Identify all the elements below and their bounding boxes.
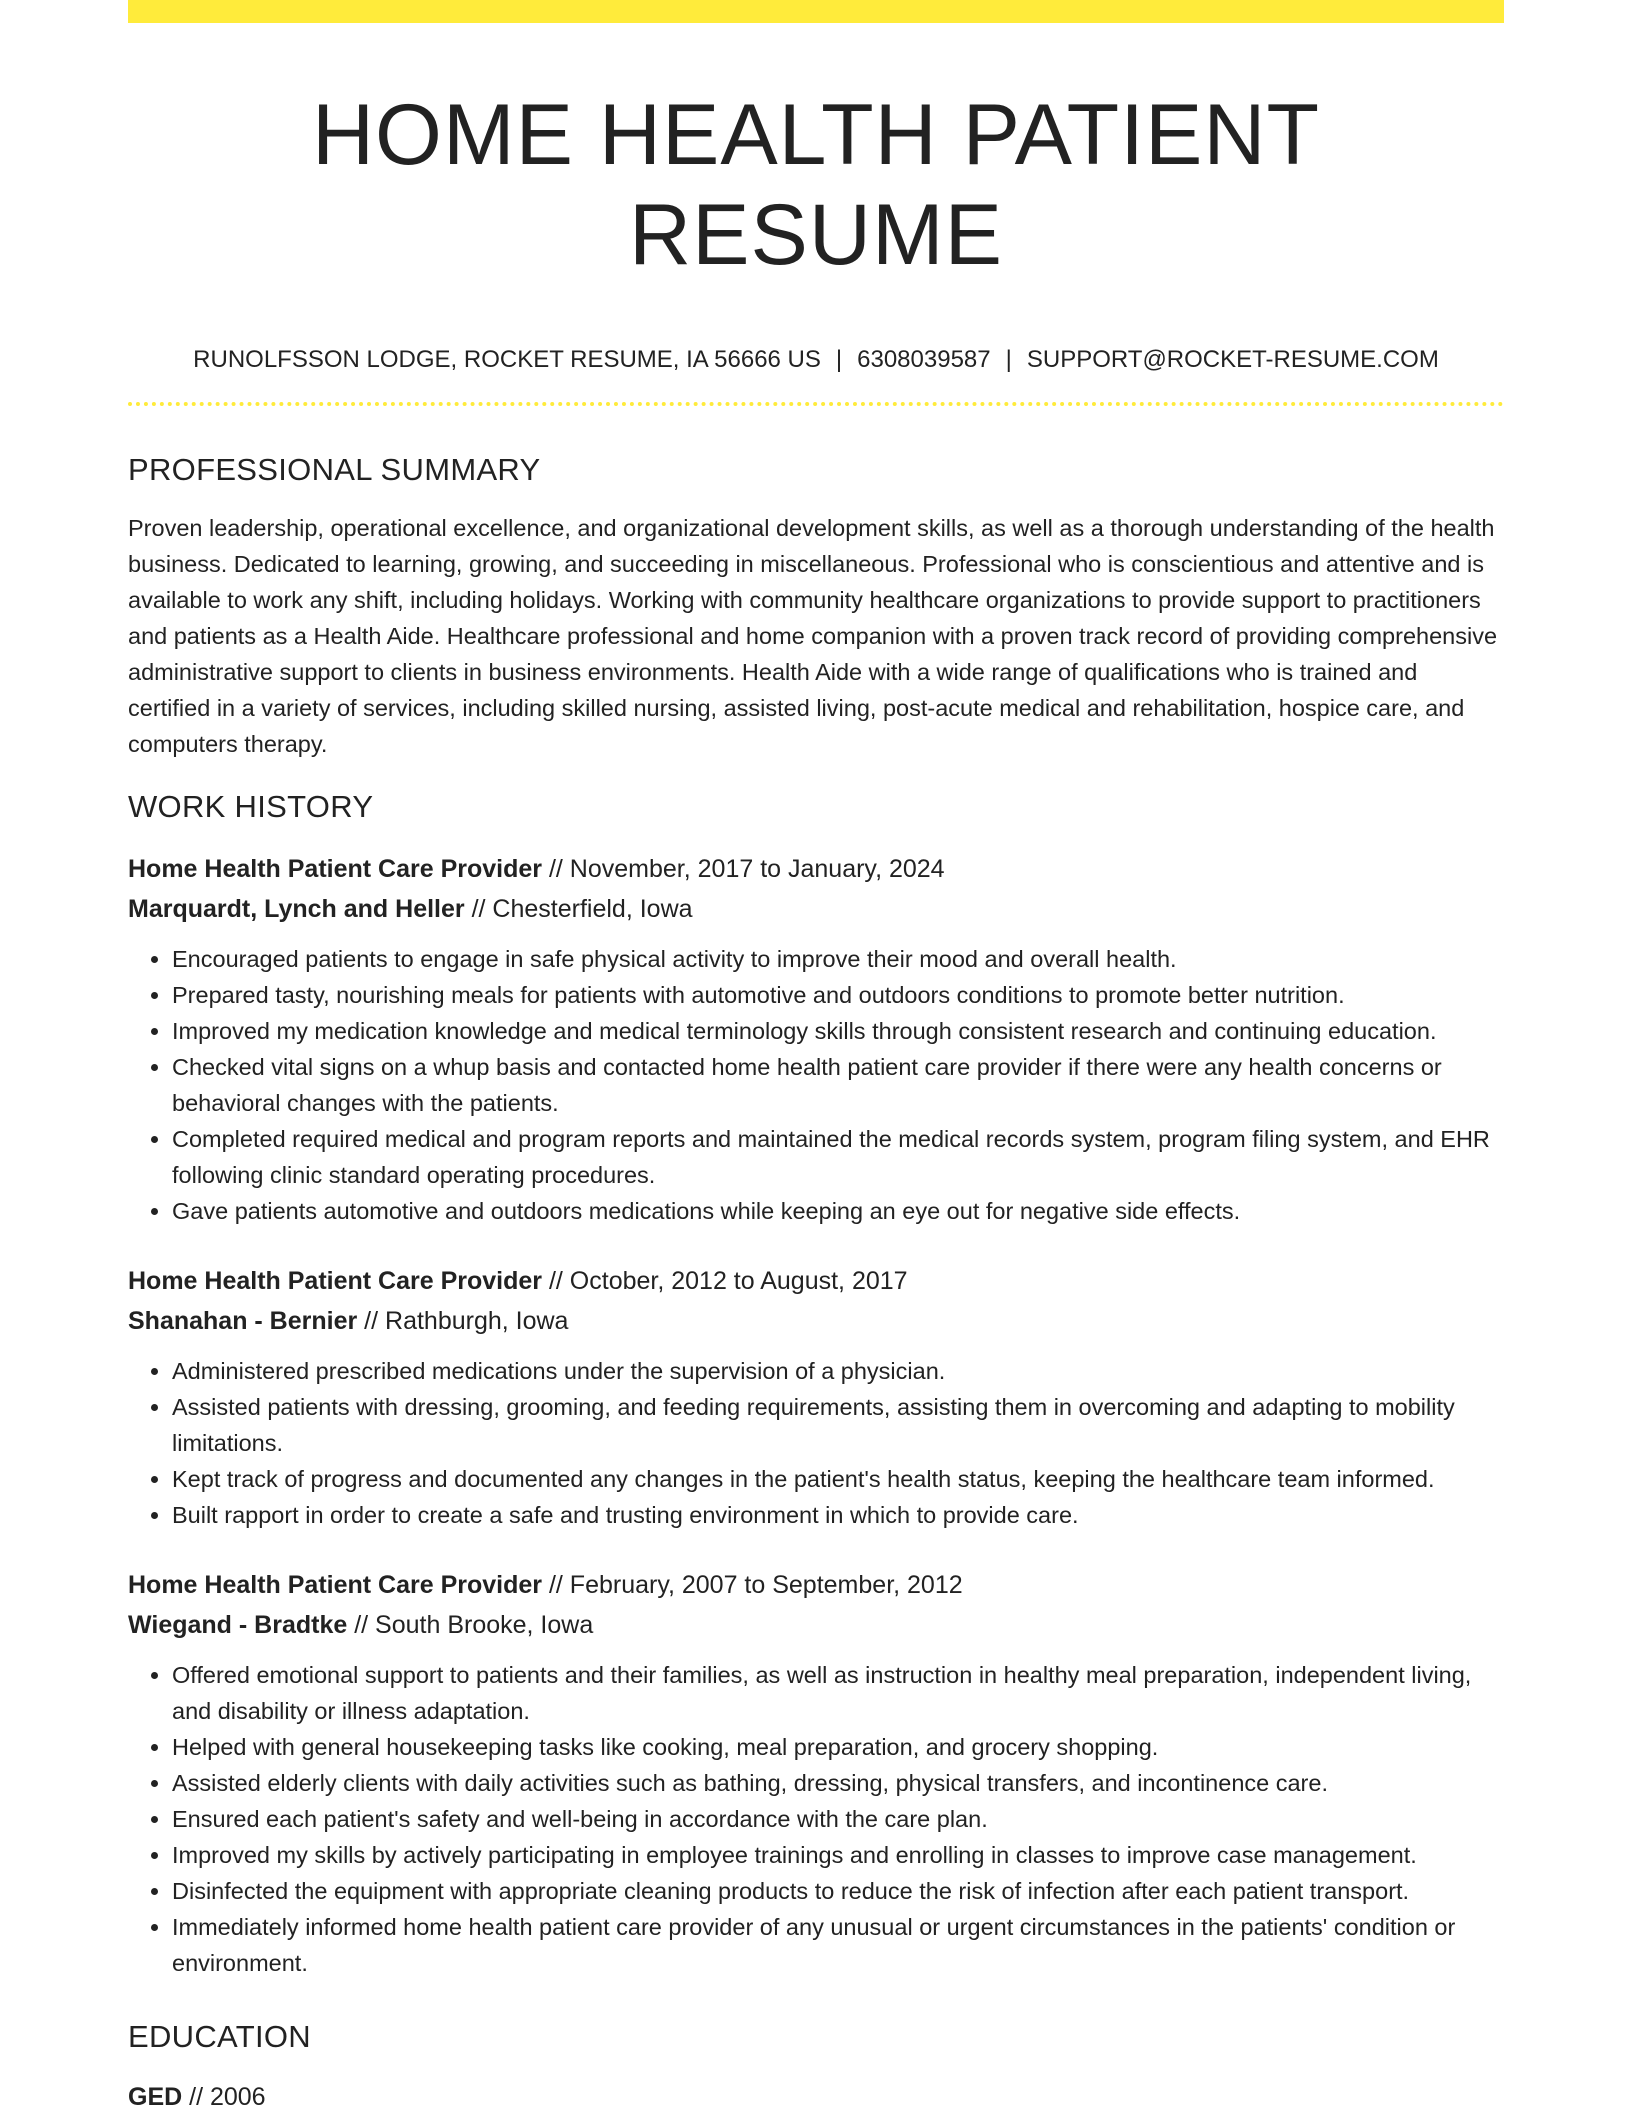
accent-top-bar <box>128 0 1504 23</box>
resume-page <box>128 0 1504 2117</box>
job-entry <box>128 1261 1504 1533</box>
job-bullet: • Offered emotional support to patients and their families, as well as instruction in healthy meal preparation, independent living, and disability or illness adaptation. <box>172 1657 1504 1729</box>
job-title: Home Health Patient Care Provider <box>128 855 543 883</box>
job-bullet: • Administered prescribed medications under the supervision of a physician. <box>172 1353 1504 1389</box>
job-dates: // February, 2007 to September, 2012 <box>542 1571 963 1599</box>
contact-line <box>128 345 1504 375</box>
job-company: Marquardt, Lynch and Heller <box>128 895 465 923</box>
contact-address: RUNOLFSSON LODGE, ROCKET RESUME, IA 56666 US <box>193 346 821 373</box>
job-title: Home Health Patient Care Provider <box>128 1267 543 1295</box>
summary-heading: PROFESSIONAL SUMMARY <box>128 452 541 487</box>
education-degree: GED <box>128 2083 183 2111</box>
education-year: // 2006 <box>182 2083 266 2111</box>
contact-email: SUPPORT@ROCKET-RESUME.COM <box>1026 346 1439 373</box>
work-history-list <box>128 849 1504 1981</box>
job-bullet: • Ensured each patient's safety and well-being in accordance with the care plan. <box>172 1801 1504 1837</box>
job-bullet: • Completed required medical and program reports and maintained the medical records system, program filing system, and EHR following clinic standard operating procedures. <box>172 1121 1504 1193</box>
resume-title: HOME HEALTH PATIENT RESUME <box>311 87 1321 283</box>
job-entry <box>128 849 1504 1229</box>
job-bullet: • Assisted elderly clients with daily activities such as bathing, dressing, physical transfers, and incontinence care. <box>172 1765 1504 1801</box>
job-bullet: • Gave patients automotive and outdoors medications while keeping an eye out for negative side effects. <box>172 1193 1504 1229</box>
job-company-line <box>128 889 1504 929</box>
job-bullet: • Checked vital signs on a whup basis and contacted home health patient care provider if there were any health concerns or behavioral changes with the patients. <box>172 1049 1504 1121</box>
summary-text: Proven leadership, operational excellence, and organizational development skills, as well as a thorough understanding of the health business. Dedicated to learning, growing, and succeeding in miscellaneous. Professional who is conscientious and attentive and is available to work any shift, including holidays. Working with community healthcare organizations to provide support to practitioners and patients as a Health Aide. Healthcare professional and home companion with a proven track record of providing comprehensive administrative support to clients in business environments. Health Aide with a wide range of qualifications who is trained and certified in a variety of services, including skilled nursing, assisted living, post-acute medical and rehabilitation, hospice care, and computers therapy. <box>128 515 1498 757</box>
job-bullet: • Prepared tasty, nourishing meals for patients with automotive and outdoors conditions to promote better nutrition. <box>172 977 1504 1013</box>
job-title-line <box>128 849 1504 889</box>
job-bullet: • Encouraged patients to engage in safe physical activity to improve their mood and overall health. <box>172 941 1504 977</box>
job-bullet: • Improved my skills by actively participating in employee trainings and enrolling in classes to improve case management. <box>172 1837 1504 1873</box>
job-bullet-list <box>128 941 1504 1229</box>
job-bullet: • Improved my medication knowledge and medical terminology skills through consistent research and continuing education. <box>172 1013 1504 1049</box>
job-title-line <box>128 1565 1504 1605</box>
dotted-divider <box>128 402 1504 406</box>
job-dates: // November, 2017 to January, 2024 <box>542 855 945 883</box>
job-bullet: • Disinfected the equipment with appropriate cleaning products to reduce the risk of infection after each patient transport. <box>172 1873 1504 1909</box>
job-bullet: • Helped with general housekeeping tasks like cooking, meal preparation, and grocery shopping. <box>172 1729 1504 1765</box>
job-company: Shanahan - Bernier <box>128 1307 358 1335</box>
job-location: // Rathburgh, Iowa <box>357 1307 569 1335</box>
contact-phone: 6308039587 <box>857 346 991 373</box>
job-bullet: • Built rapport in order to create a safe and trusting environment in which to provide care. <box>172 1497 1504 1533</box>
job-location: // South Brooke, Iowa <box>347 1611 594 1639</box>
job-bullet: • Immediately informed home health patient care provider of any unusual or urgent circumstances in the patients' condition or environment. <box>172 1909 1504 1981</box>
job-bullet: • Assisted patients with dressing, grooming, and feeding requirements, assisting them in overcoming and adapting to mobility limitations. <box>172 1389 1504 1461</box>
job-company: Wiegand - Bradtke <box>128 1611 348 1639</box>
job-bullet-list <box>128 1657 1504 1981</box>
job-company-line <box>128 1605 1504 1645</box>
job-location: // Chesterfield, Iowa <box>464 895 693 923</box>
job-dates: // October, 2012 to August, 2017 <box>542 1267 908 1295</box>
job-title: Home Health Patient Care Provider <box>128 1571 543 1599</box>
job-bullet: • Kept track of progress and documented any changes in the patient's health status, keeping the healthcare team informed. <box>172 1461 1504 1497</box>
job-company-line <box>128 1301 1504 1341</box>
job-entry <box>128 1565 1504 1981</box>
job-title-line <box>128 1261 1504 1301</box>
contact-separator: | <box>835 346 843 373</box>
contact-separator: | <box>1005 346 1012 373</box>
education-entry <box>128 2077 1504 2117</box>
work-history-heading: WORK HISTORY <box>128 789 374 824</box>
education-heading: EDUCATION <box>128 2019 311 2054</box>
job-bullet-list <box>128 1353 1504 1533</box>
